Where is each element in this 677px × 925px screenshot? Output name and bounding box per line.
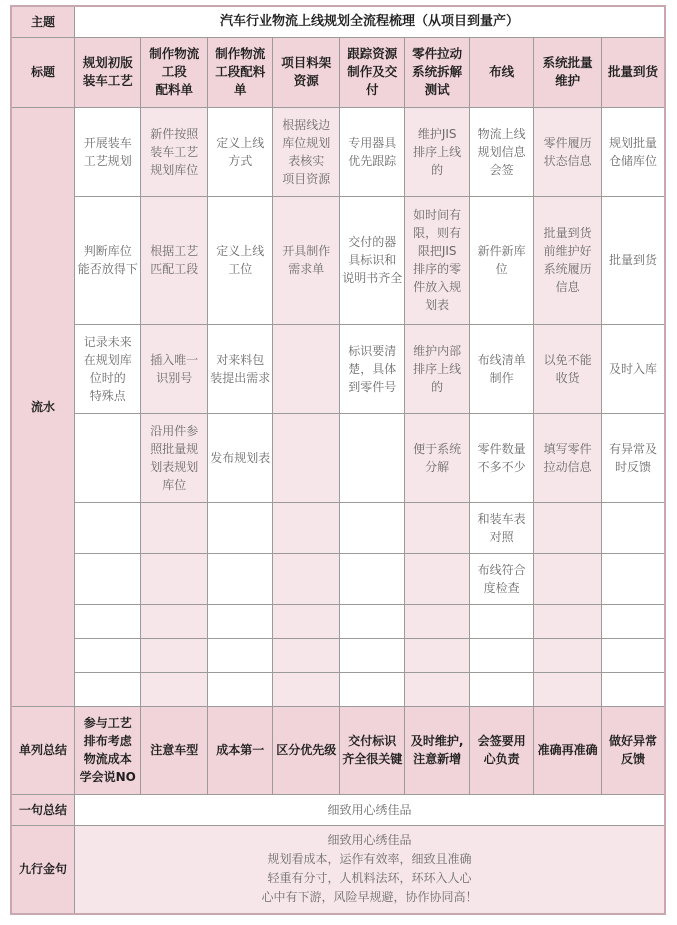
flow-cell [207,502,272,553]
flow-cell: 插入唯一 识别号 [141,324,208,413]
flow-cell [601,672,665,706]
flow-cell: 对来料包 装提出需求 [207,324,272,413]
flow-cell [534,672,602,706]
flow-cell [207,638,272,672]
flow-cell [339,413,404,502]
flow-row [11,672,665,706]
column-summary-4: 区分优先级 [273,706,340,794]
flow-body [11,107,665,706]
flow-cell: 定义上线 方式 [207,107,272,196]
one-line-summary: 细致用心绣佳品 [74,794,665,825]
column-summary-8: 准确再准确 [534,706,602,794]
flow-cell: 记录未来 在规划库 位时的 特殊点 [74,324,141,413]
column-summary-6: 及时维护, 注意新增 [405,706,469,794]
flow-cell [141,672,208,706]
flow-row [11,638,665,672]
theme-row [11,6,665,37]
flow-cell [534,502,602,553]
flow-cell [405,553,469,604]
flow-cell [339,502,404,553]
flow-cell [207,672,272,706]
flow-cell [141,553,208,604]
flow-cell [74,553,141,604]
flow-cell [273,638,340,672]
flow-cell: 批量到货 [601,196,665,324]
sheet-title: 汽车行业物流上线规划全流程梳理（从项目到量产） [74,6,665,37]
nine-line-verses [74,825,665,914]
flow-cell [273,413,340,502]
flow-cell [74,413,141,502]
flow-cell: 沿用件参 照批量规 划表规划 库位 [141,413,208,502]
column-summary-label: 单列总结 [11,706,74,794]
flow-row [11,553,665,604]
flow-cell [469,638,533,672]
flow-cell [339,638,404,672]
flow-cell: 及时入库 [601,324,665,413]
flow-cell [469,672,533,706]
column-summary-1: 参与工艺 排布考虑 物流成本 学会说NO [74,706,141,794]
verse-line: 心中有下游，风险早规避，协作协同高！ [261,890,478,905]
flow-cell [339,672,404,706]
flow-cell [207,553,272,604]
nine-line-row [11,825,665,914]
flow-cell [273,324,340,413]
flow-cell: 规划批量 仓储库位 [601,107,665,196]
flow-cell: 以免不能 收货 [534,324,602,413]
column-summary-3: 成本第一 [207,706,272,794]
header-label: 标题 [11,37,74,107]
flow-cell: 如时间有 限，则有 限把JIS 排序的零 件放入规 划表 [405,196,469,324]
flow-cell [601,502,665,553]
flow-cell: 批量到货 前维护好 系统履历 信息 [534,196,602,324]
flow-row [11,324,665,413]
flow-cell [534,553,602,604]
flow-row [11,196,665,324]
one-line-row [11,794,665,825]
flow-cell: 判断库位 能否放得下 [74,196,141,324]
flow-cell [601,638,665,672]
verse-line: 细致用心绣佳品 [327,833,412,848]
flow-cell: 维护内部 排序上线的 [405,324,469,413]
flow-cell: 定义上线 工位 [207,196,272,324]
verse-line: 规划看成本，运作有效率，细致且准确 [267,852,472,867]
flow-cell: 布线符合 度检查 [469,553,533,604]
flow-cell [74,604,141,638]
flow-cell [273,604,340,638]
flow-cell: 新件按照 装车工艺 规划库位 [141,107,208,196]
flow-cell: 和装车表 对照 [469,502,533,553]
column-summary-7: 会签要用 心负责 [469,706,533,794]
flow-cell: 布线清单 制作 [469,324,533,413]
flow-row [11,604,665,638]
flow-cell: 零件履历 状态信息 [534,107,602,196]
flow-cell [405,638,469,672]
flow-cell [405,604,469,638]
summary-row [11,706,665,794]
flow-cell: 根据线边 库位规划 表核实 项目资源 [273,107,340,196]
flow-cell [273,502,340,553]
flow-cell [141,604,208,638]
flow-cell: 开展装车 工艺规划 [74,107,141,196]
flow-cell: 新件新库位 [469,196,533,324]
flow-cell [74,672,141,706]
flow-cell: 发布规划表 [207,413,272,502]
flow-cell: 有异常及 时反馈 [601,413,665,502]
flow-cell: 标识要清 楚，具体 到零件号 [339,324,404,413]
column-header-6: 零件拉动 系统拆解 测试 [405,37,469,107]
column-header-5: 跟踪资源 制作及交付 [339,37,404,107]
flow-cell [339,604,404,638]
column-summary-5: 交付标识 齐全很关键 [339,706,404,794]
flow-cell: 便于系统 分解 [405,413,469,502]
flow-cell [74,502,141,553]
header-row [11,37,665,107]
column-header-1: 规划初版 装车工艺 [74,37,141,107]
flow-cell [405,502,469,553]
flow-row [11,413,665,502]
flow-row [11,502,665,553]
column-header-7: 布线 [469,37,533,107]
column-header-2: 制作物流 工段 配料单 [141,37,208,107]
flow-cell [141,502,208,553]
planning-table [10,5,666,915]
flow-cell [601,553,665,604]
flow-cell [534,638,602,672]
flow-cell [141,638,208,672]
flow-cell [339,553,404,604]
flow-cell [273,672,340,706]
nine-line-label: 九行金句 [11,825,74,914]
flow-cell: 交付的器 具标识和 说明书齐全 [339,196,404,324]
one-line-label: 一句总结 [11,794,74,825]
flow-label: 流水 [11,107,74,706]
flow-cell: 填写零件 拉动信息 [534,413,602,502]
flow-cell [273,553,340,604]
verse-line: 轻重有分寸，人机料法环，环环入人心 [267,871,472,886]
flow-cell [74,638,141,672]
flow-cell [469,604,533,638]
column-summary-2: 注意车型 [141,706,208,794]
column-header-8: 系统批量 维护 [534,37,602,107]
flow-cell: 专用器具 优先跟踪 [339,107,404,196]
column-summary-9: 做好异常 反馈 [601,706,665,794]
flow-cell [601,604,665,638]
flow-cell: 开具制作 需求单 [273,196,340,324]
column-header-3: 制作物流 工段配料单 [207,37,272,107]
flow-cell [534,604,602,638]
flow-cell: 维护JIS 排序上线的 [405,107,469,196]
flow-row [11,107,665,196]
flow-cell: 根据工艺 匹配工段 [141,196,208,324]
flow-cell: 物流上线 规划信息 会签 [469,107,533,196]
planning-sheet [10,5,666,915]
column-header-4: 项目料架 资源 [273,37,340,107]
column-header-9: 批量到货 [601,37,665,107]
flow-cell: 零件数量 不多不少 [469,413,533,502]
theme-label: 主题 [11,6,74,37]
flow-cell [207,604,272,638]
flow-cell [405,672,469,706]
